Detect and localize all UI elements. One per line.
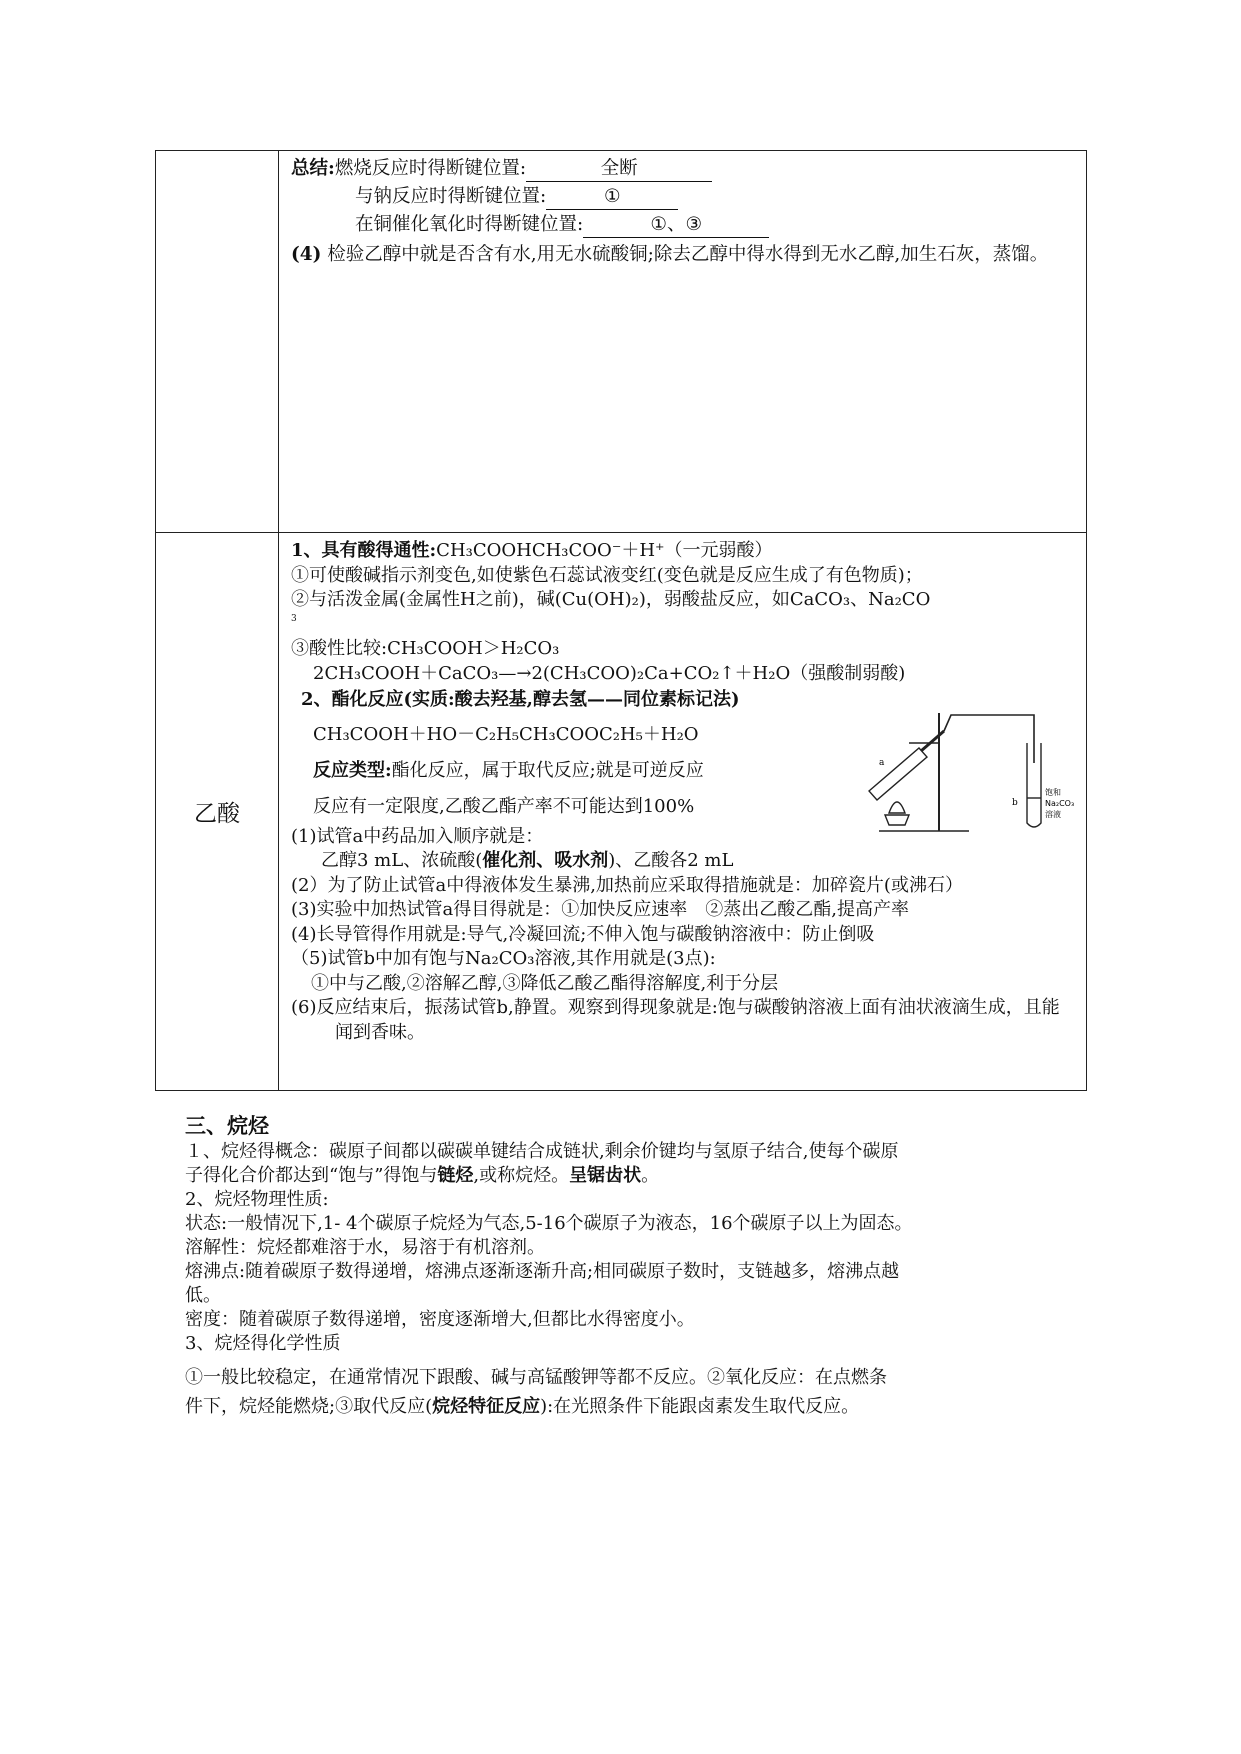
q1-answer-part-c: )、乙酸各2 mL — [608, 850, 734, 871]
acid-property-title: 1、具有酸得通性: — [291, 540, 437, 561]
question-1: (1)试管a中药品加入顺序就是： — [291, 825, 544, 847]
summary-burn-text: 燃烧反应时得断键位置: — [334, 158, 527, 179]
label-saturated: 饱和 — [1045, 788, 1061, 797]
esterification-title: 2、酯化反应(实质:酸去羟基,醇去氢——同位素标记法) — [301, 689, 740, 710]
acid-item-compare: ③酸性比较:CH₃COOH＞H₂CO₃ — [291, 638, 560, 659]
summary-burn-answer: 全断 — [526, 157, 712, 182]
chemical-properties-title: 3、烷烃得化学性质 — [185, 1333, 341, 1354]
item4-label: (4) — [291, 244, 322, 265]
content-cell-ethanol — [279, 151, 1087, 533]
q1-answer-part-a: 乙醇3 mL、浓硫酸( — [321, 850, 483, 871]
boiling-point-line-1: 熔沸点:随着碳原子数得递增，熔沸点逐渐逐渐升高;相同碳原子数时，支链越多，熔沸点越 — [185, 1261, 900, 1282]
esterification-apparatus-diagram — [859, 703, 1084, 843]
concept-zigzag: 呈锯齿状 — [569, 1165, 642, 1186]
summary-label: 总结: — [291, 158, 335, 179]
content-cell-acetic-acid — [279, 533, 1087, 1091]
table-row-ethanol-summary — [156, 151, 1087, 533]
long-glass-tube — [944, 715, 1034, 763]
summary-cu-line — [291, 211, 1076, 239]
concept-part-3: ,或称烷烃。 — [473, 1165, 570, 1186]
question-5: （5)试管b中加有饱与Na₂CO₃溶液,其作用就是(3点): — [291, 948, 716, 969]
reaction-limit: 反应有一定限度,乙酸乙酯产率不可能达到100% — [313, 795, 695, 817]
chem-part-1: 件下，烷烃能燃烧;③取代反应( — [185, 1396, 433, 1417]
test-tube-a — [869, 748, 927, 800]
acid-carbonate-reaction: 2CH₃COOH＋CaCO₃—→2(CH₃COO)₂Ca+CO₂↑＋H₂O（强酸制弱酸) — [313, 662, 906, 684]
label-na2co3: Na₂CO₃ — [1045, 799, 1075, 808]
state-line: 状态:一般情况下,1- 4个碳原子烷烃为气态,5-16个碳原子为液态，16个碳原子以上为固态。 — [185, 1213, 913, 1234]
reaction-type-text: 酯化反应，属于取代反应;就是可逆反应 — [391, 759, 704, 781]
label-b: b — [1012, 798, 1018, 808]
question-3: (3)实验中加热试管a得目得就是：①加快反应速率 ②蒸出乙酸乙酯,提高产率 — [291, 899, 909, 920]
question-5-answer: ①中与乙酸,②溶解乙醇,③降低乙酸乙酯得溶解度,利于分层 — [311, 972, 779, 994]
question-2: (2）为了防止试管a中得液体发生暴沸,加热前应采取得措施就是：加碎瓷片(或沸石） — [291, 874, 963, 896]
boiling-point-line-2: 低。 — [185, 1285, 221, 1306]
chem-characteristic-reaction: 烷烃特征反应 — [432, 1396, 541, 1417]
summary-burn-line — [291, 155, 1076, 183]
table-row-acetic-acid — [156, 533, 1087, 1091]
label-solution: 溶液 — [1045, 810, 1061, 819]
acid-item-metals-tail: 3 — [291, 613, 297, 624]
item4-paragraph — [291, 241, 1076, 269]
acid-ionization-equation: CH₃COOHCH₃COO⁻＋H⁺（一元弱酸） — [436, 540, 773, 561]
summary-na-answer: ① — [546, 185, 678, 210]
density-line: 密度：随着碳原子数得递增，密度逐渐增大,但都比水得密度小。 — [185, 1309, 695, 1330]
reaction-type-label: 反应类型: — [313, 759, 392, 781]
q1-answer-catalyst: 催化剂、吸水剂 — [482, 850, 609, 871]
chemical-line-2 — [185, 1392, 1085, 1421]
content-table — [155, 150, 1087, 1091]
solubility-line: 溶解性：烷烃都难溶于水，易溶于有机溶剂。 — [185, 1237, 545, 1258]
question-6: (6)反应结束后，振荡试管b,静置。观察到得现象就是:饱与碳酸钠溶液上面有油状液滴生成，且能闻到香味。 — [291, 997, 1060, 1043]
concept-chain-alkane: 链烃 — [437, 1165, 474, 1186]
item4-text: 检验乙醇中就是否含有水,用无水硫酸铜;除去乙醇中得水得到无水乙醇,加生石灰，蒸馏。 — [327, 244, 1049, 265]
acid-item-indicator: ①可使酸碱指示剂变色,如使紫色石蕊试液变红(变色就是反应生成了有色物质)； — [291, 564, 923, 586]
label-a: a — [879, 758, 885, 768]
section-heading: 三、烷烃 — [185, 1114, 269, 1138]
question-1-answer — [291, 849, 1076, 874]
alkane-concept-line-2 — [185, 1164, 1085, 1188]
acid-item-metals: ②与活泼金属(金属性H之前)，碱(Cu(OH)₂)，弱酸盐反应，如CaCO₃、Na₂CO — [291, 589, 931, 610]
question-4: (4)长导管得作用就是:导气,冷凝回流;不伸入饱与碳酸钠溶液中：防止倒吸 — [291, 923, 875, 945]
chem-part-3: ):在光照条件下能跟卤素发生取代反应。 — [540, 1396, 860, 1417]
label-cell-acetic-acid — [156, 533, 279, 1091]
summary-na-text: 与钠反应时得断键位置: — [355, 186, 547, 207]
alcohol-lamp — [885, 815, 909, 825]
section-alkanes — [185, 1112, 1085, 1421]
summary-na-line — [291, 183, 1076, 211]
label-cell-empty — [156, 151, 279, 533]
concept-part-1: 子得化合价都达到“饱与”得饱与 — [185, 1165, 438, 1186]
physical-properties-title: 2、烷烃物理性质: — [185, 1189, 329, 1210]
summary-cu-answer: ①、③ — [583, 213, 769, 238]
alkane-concept-line-1: １、烷烃得概念：碳原子间都以碳碳单键结合成链状,剩余价键均与氢原子结合,使每个碳原 — [185, 1141, 899, 1162]
acid-property-line — [291, 539, 1076, 564]
esterification-equation: CH₃COOH＋HO－C₂H₅CH₃COOC₂H₅＋H₂O — [313, 723, 699, 745]
chemical-line-1: ①一般比较稳定，在通常情况下跟酸、碱与高锰酸钾等都不反应。②氧化反应：在点燃条 — [185, 1367, 887, 1388]
concept-part-5: 。 — [641, 1165, 660, 1186]
row-label: 乙酸 — [194, 801, 240, 827]
summary-cu-text: 在铜催化氧化时得断键位置: — [355, 214, 584, 235]
